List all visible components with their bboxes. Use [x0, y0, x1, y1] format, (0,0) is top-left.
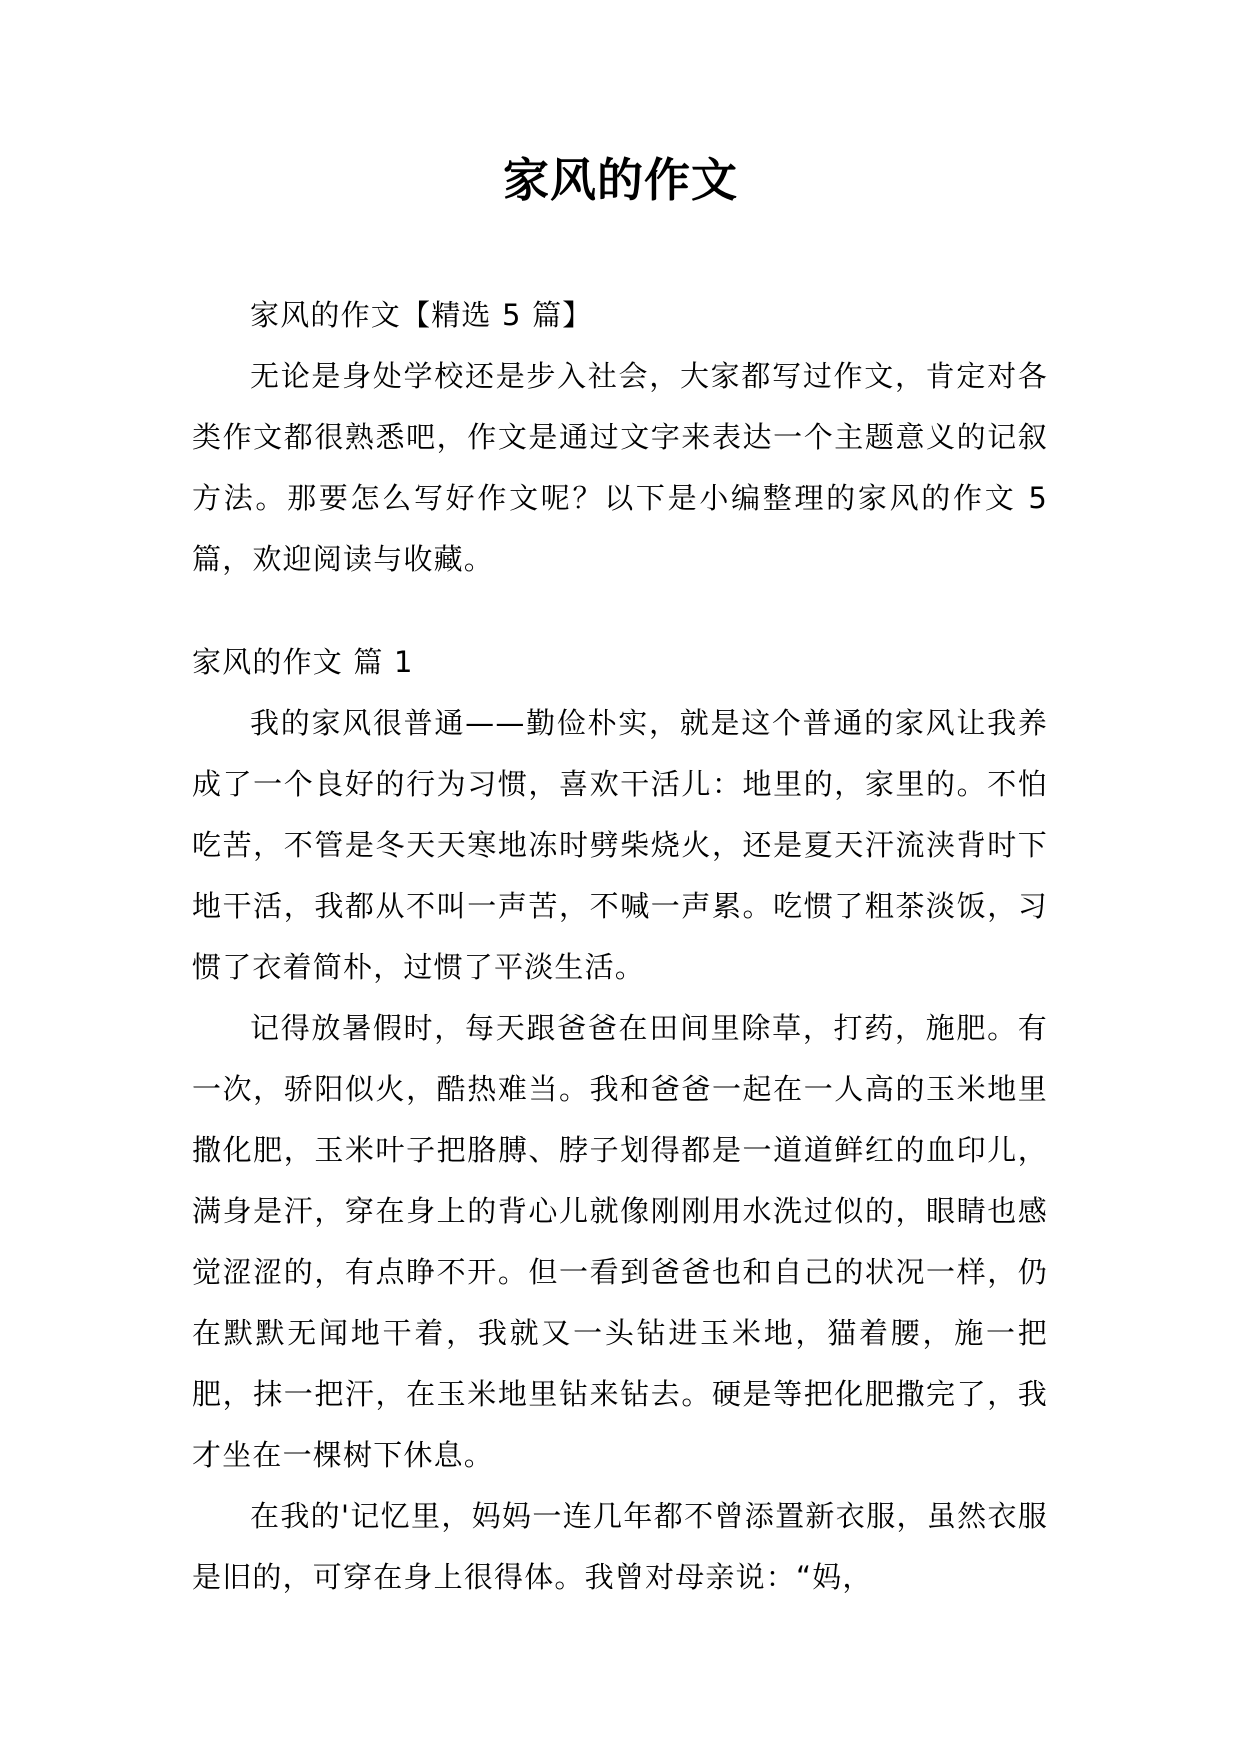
- section-block: [192, 632, 1048, 1608]
- intro-block: [192, 285, 1048, 590]
- section-heading: 家风的作文 篇 1: [192, 645, 414, 679]
- document-subtitle: 家风的作文【精选 5 篇】: [250, 298, 593, 332]
- body-paragraph-1: 我的家风很普通——勤俭朴实，就是这个普通的家风让我养成了一个良好的行为习惯，喜欢干活儿：地里的，家里的。不怕吃苦，不管是冬天天寒地冻时劈柴烧火，还是夏天汗流浃背时下地干活，我都从不叫一声苦，不喊一声累。吃惯了粗茶淡饭，习惯了衣着简朴，过惯了平淡生活。: [192, 706, 1048, 984]
- document-title: 家风的作文: [503, 153, 738, 207]
- intro-paragraph: 无论是身处学校还是步入社会，大家都写过作文，肯定对各类作文都很熟悉吧，作文是通过文字来表达一个主题意义的记叙方法。那要怎么写好作文呢？以下是小编整理的家风的作文 5 篇，欢迎阅读与收藏。: [192, 359, 1048, 576]
- body-paragraph-3: 在我的'记忆里，妈妈一连几年都不曾添置新衣服，虽然衣服是旧的，可穿在身上很得体。我曾对母亲说：“妈，: [192, 1499, 1048, 1594]
- body-paragraph-2: 记得放暑假时，每天跟爸爸在田间里除草，打药，施肥。有一次，骄阳似火，酷热难当。我和爸爸一起在一人高的玉米地里撒化肥，玉米叶子把胳膊、脖子划得都是一道道鲜红的血印儿，满身是汗，穿在身上的背心儿就像刚刚用水洗过似的，眼睛也感觉涩涩的，有点睁不开。但一看到爸爸也和自己的状况一样，仍在默默无闻地干着，我就又一头钻进玉米地，猫着腰，施一把肥，抹一把汗，在玉米地里钻来钻去。硬是等把化肥撒完了，我才坐在一棵树下休息。: [192, 1011, 1048, 1472]
